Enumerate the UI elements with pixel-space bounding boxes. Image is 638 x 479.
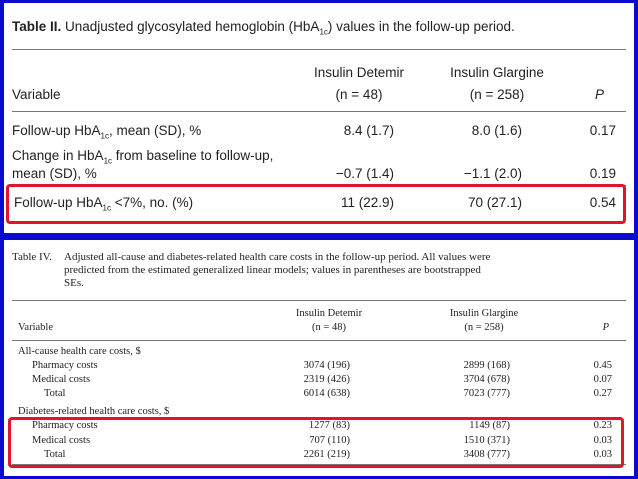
table-iv-header-p: P [602,322,609,333]
table-iv-header-glargine: Insulin Glargine [449,308,519,319]
table-iv-s1-row1-glargine: 2899 (168) [463,360,510,371]
table-ii-row1-p: 0.17 [589,123,616,138]
table-iv-panel [4,240,634,476]
table-ii-row2-label: Change in HbA$_{1c}$ from baseline to follow-up, [12,148,274,166]
table-iv-header-detemir: Insulin Detemir [295,308,363,319]
table-ii-header-variable: Variable [12,87,61,102]
table-iv-s1-row1-p: 0.45 [593,360,612,371]
table-iv-s1-row1-label: Pharmacy costs [32,360,98,371]
table-iv-s2-row1-label: Pharmacy costs [32,420,98,431]
table-iv-s1-row2-label: Medical costs [32,374,91,385]
table-iv-s2-row1-p: 0.23 [593,420,612,431]
table-ii-title: Table II. Unadjusted glycosylated hemoglobin (HbA$_{1c}$) values in the follow-up period. [12,19,515,37]
table-ii-row3-p: 0.54 [589,195,616,210]
table-ii-header-detemir-n: (n = 48) [335,87,383,102]
table-ii-row2-detemir: −0.7 (1.4) [335,166,394,181]
table-ii-row1-label: Follow-up HbA$_{1c}$, mean (SD), % [12,123,202,141]
table-iv-s2-row3-p: 0.03 [593,449,612,460]
table-ii-row3-glargine: 70 (27.1) [467,195,522,210]
table-iv-s2-row1-glargine: 1149 (87) [469,420,510,431]
table-iv-s2-row2-detemir: 707 (110) [309,435,350,446]
table-ii-row1-detemir: 8.4 (1.7) [343,123,394,138]
table-ii-header-p: P [594,87,604,102]
table-ii-panel [4,3,634,233]
table-iv-s1-row2-glargine: 3704 (678) [463,374,510,385]
table-iv-s2-row1-detemir: 1277 (83) [308,420,350,431]
table-ii-row2-label-line2: mean (SD), % [12,166,97,181]
table-iv-highlight-box [8,417,624,468]
table-iv-s1-row2-detemir: 2319 (426) [303,374,350,385]
table-iv-s2-row2-glargine: 1510 (371) [463,435,510,446]
table-iv-s1-row3-label: Total [44,388,66,399]
table-ii-header-detemir: Insulin Detemir [313,65,405,80]
table-iv-header-rule [12,340,626,341]
table-iv-section2-label: Diabetes-related health care costs, $ [18,406,170,417]
table-ii-row3-detemir: 11 (22.9) [340,195,394,210]
table-iv-s1-row3-detemir: 6014 (638) [303,388,350,399]
table-iv-s1-row3-p: 0.27 [593,388,612,399]
table-iv-s2-row3-label: Total [44,449,66,460]
table-iv-header-glargine-n: (n = 258) [464,322,504,333]
table-ii-header-rule [12,111,626,112]
table-iv-top-rule [12,300,626,301]
table-iv-s2-row2-p: 0.03 [593,435,612,446]
table-ii-row1-glargine: 8.0 (1.6) [471,123,522,138]
table-iv-s2-row3-glargine: 3408 (777) [463,449,510,460]
table-ii-highlight-box [6,184,626,224]
table-ii-header-glargine-n: (n = 258) [469,87,525,102]
table-iv-s1-row1-detemir: 3074 (196) [303,360,350,371]
table-iv-s2-row2-label: Medical costs [32,435,91,446]
table-iv-s2-row3-detemir: 2261 (219) [303,449,350,460]
table-iv-s1-row2-p: 0.07 [593,374,612,385]
table-ii-row2-p: 0.19 [589,166,616,181]
table-ii-row2-glargine: −1.1 (2.0) [463,166,522,181]
table-iv-header-variable: Variable [18,322,53,333]
table-ii-header-glargine: Insulin Glargine [450,65,544,80]
table-ii-top-rule [12,49,626,50]
table-ii-row3-label: Follow-up HbA$_{1c}$ <7%, no. (%) [14,195,194,213]
table-iv-header-detemir-n: (n = 48) [312,322,346,333]
table-iv-title: Table IV. Adjusted all-cause and diabetes-related health care costs in the follow-up period. All values were predicted from the estimated generalized linear models; values in parentheses are bootstrapped SEs. [12,251,491,289]
table-iv-s1-row3-glargine: 7023 (777) [463,388,510,399]
table-iv-section1-label: All-cause health care costs, $ [18,346,141,357]
